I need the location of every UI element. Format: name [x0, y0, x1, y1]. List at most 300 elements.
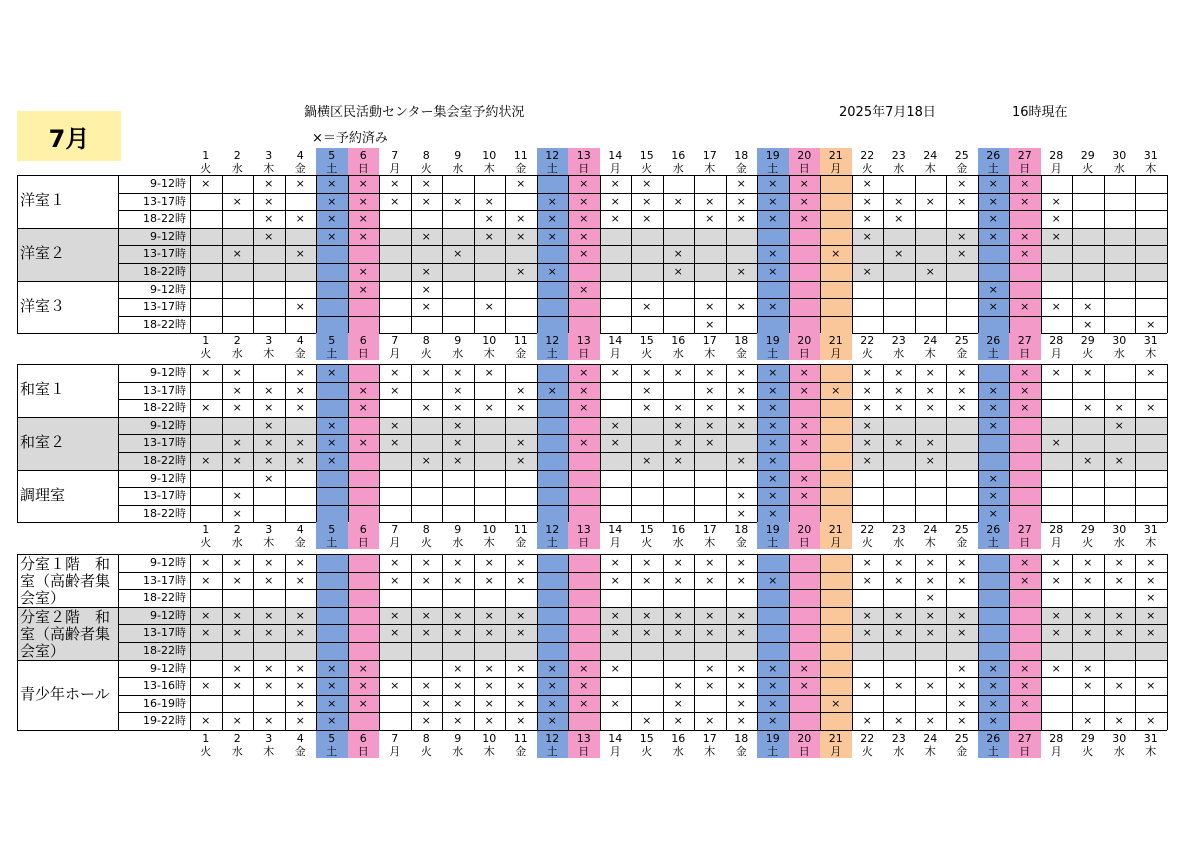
reservation-cell[interactable]: ×: [894, 714, 904, 728]
reservation-cell[interactable]: ×: [358, 265, 368, 278]
reservation-cell[interactable]: ×: [1051, 212, 1061, 226]
reservation-cell[interactable]: ×: [799, 661, 809, 675]
reservation-cell[interactable]: ×: [894, 212, 904, 226]
reservation-cell[interactable]: ×: [264, 661, 274, 675]
reservation-cell[interactable]: ×: [862, 556, 872, 569]
reservation-cell[interactable]: ×: [988, 696, 998, 710]
reservation-cell[interactable]: ×: [579, 436, 589, 450]
reservation-cell[interactable]: ×: [264, 573, 274, 587]
reservation-cell[interactable]: ×: [673, 401, 683, 415]
reservation-cell[interactable]: ×: [610, 696, 620, 710]
reservation-cell[interactable]: ×: [295, 401, 305, 415]
reservation-cell[interactable]: ×: [799, 212, 809, 226]
reservation-cell[interactable]: ×: [862, 265, 872, 278]
reservation-cell[interactable]: ×: [232, 506, 242, 520]
reservation-cell[interactable]: ×: [516, 573, 526, 587]
reservation-cell[interactable]: ×: [988, 471, 998, 485]
reservation-cell[interactable]: ×: [988, 506, 998, 520]
reservation-cell[interactable]: ×: [957, 679, 967, 693]
reservation-cell[interactable]: ×: [579, 366, 589, 379]
reservation-cell[interactable]: ×: [390, 626, 400, 640]
reservation-cell[interactable]: ×: [610, 418, 620, 432]
reservation-cell[interactable]: ×: [957, 608, 967, 622]
reservation-cell[interactable]: ×: [390, 194, 400, 208]
reservation-cell[interactable]: ×: [453, 247, 463, 261]
reservation-cell[interactable]: ×: [1146, 591, 1156, 605]
reservation-cell[interactable]: ×: [1083, 317, 1093, 331]
reservation-cell[interactable]: ×: [957, 573, 967, 587]
reservation-cell[interactable]: ×: [579, 401, 589, 415]
reservation-cell[interactable]: ×: [358, 436, 368, 450]
reservation-cell[interactable]: ×: [232, 247, 242, 261]
reservation-cell[interactable]: ×: [358, 229, 368, 243]
reservation-cell[interactable]: ×: [295, 436, 305, 450]
reservation-cell[interactable]: ×: [1083, 679, 1093, 693]
reservation-cell[interactable]: ×: [768, 418, 778, 432]
reservation-cell[interactable]: ×: [894, 194, 904, 208]
reservation-cell[interactable]: ×: [232, 489, 242, 503]
reservation-cell[interactable]: ×: [736, 626, 746, 640]
reservation-cell[interactable]: ×: [327, 212, 337, 226]
reservation-cell[interactable]: ×: [768, 661, 778, 675]
reservation-cell[interactable]: ×: [736, 454, 746, 467]
reservation-cell[interactable]: ×: [390, 608, 400, 622]
reservation-cell[interactable]: ×: [610, 626, 620, 640]
reservation-cell[interactable]: ×: [295, 556, 305, 569]
reservation-cell[interactable]: ×: [1083, 608, 1093, 622]
reservation-cell[interactable]: ×: [610, 212, 620, 226]
reservation-cell[interactable]: ×: [232, 366, 242, 379]
reservation-cell[interactable]: ×: [295, 247, 305, 261]
reservation-cell[interactable]: ×: [1020, 401, 1030, 415]
reservation-cell[interactable]: ×: [768, 300, 778, 314]
reservation-cell[interactable]: ×: [390, 366, 400, 379]
reservation-cell[interactable]: ×: [484, 212, 494, 226]
reservation-cell[interactable]: ×: [642, 714, 652, 728]
reservation-cell[interactable]: ×: [484, 366, 494, 379]
reservation-cell[interactable]: ×: [642, 177, 652, 190]
reservation-cell[interactable]: ×: [358, 401, 368, 415]
reservation-cell[interactable]: ×: [516, 679, 526, 693]
reservation-cell[interactable]: ×: [1083, 366, 1093, 379]
reservation-cell[interactable]: ×: [579, 177, 589, 190]
reservation-cell[interactable]: ×: [547, 212, 557, 226]
reservation-cell[interactable]: ×: [862, 454, 872, 467]
reservation-cell[interactable]: ×: [705, 556, 715, 569]
reservation-cell[interactable]: ×: [925, 608, 935, 622]
reservation-cell[interactable]: ×: [705, 401, 715, 415]
reservation-cell[interactable]: ×: [736, 679, 746, 693]
reservation-cell[interactable]: ×: [610, 194, 620, 208]
reservation-cell[interactable]: ×: [453, 418, 463, 432]
reservation-cell[interactable]: ×: [421, 265, 431, 278]
reservation-cell[interactable]: ×: [1020, 177, 1030, 190]
reservation-cell[interactable]: ×: [264, 454, 274, 467]
reservation-cell[interactable]: ×: [1051, 608, 1061, 622]
reservation-cell[interactable]: ×: [799, 418, 809, 432]
reservation-cell[interactable]: ×: [232, 679, 242, 693]
reservation-cell[interactable]: ×: [610, 177, 620, 190]
reservation-cell[interactable]: ×: [421, 573, 431, 587]
reservation-cell[interactable]: ×: [547, 229, 557, 243]
reservation-cell[interactable]: ×: [1083, 661, 1093, 675]
reservation-cell[interactable]: ×: [925, 454, 935, 467]
reservation-cell[interactable]: ×: [1051, 229, 1061, 243]
reservation-cell[interactable]: ×: [957, 177, 967, 190]
reservation-cell[interactable]: ×: [1114, 679, 1124, 693]
reservation-cell[interactable]: ×: [201, 573, 211, 587]
reservation-cell[interactable]: ×: [957, 714, 967, 728]
reservation-cell[interactable]: ×: [705, 383, 715, 397]
reservation-cell[interactable]: ×: [1146, 679, 1156, 693]
reservation-cell[interactable]: ×: [768, 506, 778, 520]
reservation-cell[interactable]: ×: [516, 229, 526, 243]
reservation-cell[interactable]: ×: [862, 366, 872, 379]
reservation-cell[interactable]: ×: [327, 679, 337, 693]
reservation-cell[interactable]: ×: [862, 177, 872, 190]
reservation-cell[interactable]: ×: [705, 608, 715, 622]
reservation-cell[interactable]: ×: [547, 696, 557, 710]
reservation-cell[interactable]: ×: [579, 194, 589, 208]
reservation-cell[interactable]: ×: [673, 247, 683, 261]
reservation-cell[interactable]: ×: [736, 265, 746, 278]
reservation-cell[interactable]: ×: [295, 573, 305, 587]
reservation-cell[interactable]: ×: [1020, 696, 1030, 710]
reservation-cell[interactable]: ×: [673, 573, 683, 587]
reservation-cell[interactable]: ×: [1114, 573, 1124, 587]
reservation-cell[interactable]: ×: [516, 696, 526, 710]
reservation-cell[interactable]: ×: [862, 573, 872, 587]
reservation-cell[interactable]: ×: [421, 679, 431, 693]
reservation-cell[interactable]: ×: [610, 366, 620, 379]
reservation-cell[interactable]: ×: [799, 194, 809, 208]
reservation-cell[interactable]: ×: [1146, 317, 1156, 331]
reservation-cell[interactable]: ×: [862, 418, 872, 432]
reservation-cell[interactable]: ×: [421, 229, 431, 243]
reservation-cell[interactable]: ×: [957, 661, 967, 675]
reservation-cell[interactable]: ×: [705, 212, 715, 226]
reservation-cell[interactable]: ×: [799, 436, 809, 450]
reservation-cell[interactable]: ×: [736, 506, 746, 520]
reservation-cell[interactable]: ×: [453, 626, 463, 640]
reservation-cell[interactable]: ×: [421, 282, 431, 296]
reservation-cell[interactable]: ×: [673, 626, 683, 640]
reservation-cell[interactable]: ×: [610, 608, 620, 622]
reservation-cell[interactable]: ×: [516, 265, 526, 278]
reservation-cell[interactable]: ×: [925, 401, 935, 415]
reservation-cell[interactable]: ×: [201, 556, 211, 569]
reservation-cell[interactable]: ×: [327, 229, 337, 243]
reservation-cell[interactable]: ×: [862, 436, 872, 450]
reservation-cell[interactable]: ×: [421, 626, 431, 640]
reservation-cell[interactable]: ×: [862, 714, 872, 728]
reservation-cell[interactable]: ×: [768, 366, 778, 379]
reservation-cell[interactable]: ×: [736, 212, 746, 226]
reservation-cell[interactable]: ×: [484, 229, 494, 243]
reservation-cell[interactable]: ×: [1020, 194, 1030, 208]
reservation-cell[interactable]: ×: [1114, 418, 1124, 432]
reservation-cell[interactable]: ×: [736, 489, 746, 503]
reservation-cell[interactable]: ×: [610, 661, 620, 675]
reservation-cell[interactable]: ×: [768, 265, 778, 278]
reservation-cell[interactable]: ×: [705, 194, 715, 208]
reservation-cell[interactable]: ×: [768, 454, 778, 467]
reservation-cell[interactable]: ×: [453, 194, 463, 208]
reservation-cell[interactable]: ×: [516, 661, 526, 675]
reservation-cell[interactable]: ×: [516, 454, 526, 467]
reservation-cell[interactable]: ×: [736, 714, 746, 728]
reservation-cell[interactable]: ×: [768, 696, 778, 710]
reservation-cell[interactable]: ×: [232, 383, 242, 397]
reservation-cell[interactable]: ×: [264, 212, 274, 226]
reservation-cell[interactable]: ×: [201, 608, 211, 622]
reservation-cell[interactable]: ×: [925, 436, 935, 450]
reservation-cell[interactable]: ×: [642, 454, 652, 467]
reservation-cell[interactable]: ×: [358, 661, 368, 675]
reservation-cell[interactable]: ×: [390, 573, 400, 587]
reservation-cell[interactable]: ×: [516, 436, 526, 450]
reservation-cell[interactable]: ×: [453, 436, 463, 450]
reservation-cell[interactable]: ×: [1146, 556, 1156, 569]
reservation-cell[interactable]: ×: [862, 608, 872, 622]
reservation-cell[interactable]: ×: [421, 177, 431, 190]
reservation-cell[interactable]: ×: [894, 556, 904, 569]
reservation-cell[interactable]: ×: [705, 317, 715, 331]
reservation-cell[interactable]: ×: [516, 383, 526, 397]
reservation-cell[interactable]: ×: [988, 229, 998, 243]
reservation-cell[interactable]: ×: [673, 608, 683, 622]
reservation-cell[interactable]: ×: [1083, 454, 1093, 467]
reservation-cell[interactable]: ×: [705, 366, 715, 379]
reservation-cell[interactable]: ×: [264, 177, 274, 190]
reservation-cell[interactable]: ×: [327, 454, 337, 467]
reservation-cell[interactable]: ×: [673, 454, 683, 467]
reservation-cell[interactable]: ×: [988, 212, 998, 226]
reservation-cell[interactable]: ×: [673, 556, 683, 569]
reservation-cell[interactable]: ×: [673, 679, 683, 693]
reservation-cell[interactable]: ×: [1020, 573, 1030, 587]
reservation-cell[interactable]: ×: [736, 177, 746, 190]
reservation-cell[interactable]: ×: [642, 556, 652, 569]
reservation-cell[interactable]: ×: [1114, 401, 1124, 415]
reservation-cell[interactable]: ×: [736, 661, 746, 675]
reservation-cell[interactable]: ×: [484, 556, 494, 569]
reservation-cell[interactable]: ×: [925, 626, 935, 640]
reservation-cell[interactable]: ×: [610, 556, 620, 569]
reservation-cell[interactable]: ×: [768, 383, 778, 397]
reservation-cell[interactable]: ×: [988, 661, 998, 675]
reservation-cell[interactable]: ×: [957, 247, 967, 261]
reservation-cell[interactable]: ×: [1020, 556, 1030, 569]
reservation-cell[interactable]: ×: [453, 714, 463, 728]
reservation-cell[interactable]: ×: [1051, 366, 1061, 379]
reservation-cell[interactable]: ×: [264, 714, 274, 728]
reservation-cell[interactable]: ×: [1051, 300, 1061, 314]
reservation-cell[interactable]: ×: [484, 194, 494, 208]
reservation-cell[interactable]: ×: [358, 194, 368, 208]
reservation-cell[interactable]: ×: [484, 300, 494, 314]
reservation-cell[interactable]: ×: [831, 696, 841, 710]
reservation-cell[interactable]: ×: [768, 489, 778, 503]
reservation-cell[interactable]: ×: [673, 418, 683, 432]
reservation-cell[interactable]: ×: [579, 247, 589, 261]
reservation-cell[interactable]: ×: [925, 573, 935, 587]
reservation-cell[interactable]: ×: [579, 383, 589, 397]
reservation-cell[interactable]: ×: [673, 265, 683, 278]
reservation-cell[interactable]: ×: [1083, 714, 1093, 728]
reservation-cell[interactable]: ×: [768, 679, 778, 693]
reservation-cell[interactable]: ×: [1146, 573, 1156, 587]
reservation-cell[interactable]: ×: [768, 471, 778, 485]
reservation-cell[interactable]: ×: [736, 608, 746, 622]
reservation-cell[interactable]: ×: [295, 177, 305, 190]
reservation-cell[interactable]: ×: [768, 401, 778, 415]
reservation-cell[interactable]: ×: [1146, 608, 1156, 622]
reservation-cell[interactable]: ×: [736, 696, 746, 710]
reservation-cell[interactable]: ×: [327, 366, 337, 379]
reservation-cell[interactable]: ×: [516, 212, 526, 226]
reservation-cell[interactable]: ×: [201, 679, 211, 693]
reservation-cell[interactable]: ×: [1020, 366, 1030, 379]
reservation-cell[interactable]: ×: [988, 401, 998, 415]
reservation-cell[interactable]: ×: [327, 194, 337, 208]
reservation-cell[interactable]: ×: [642, 366, 652, 379]
reservation-cell[interactable]: ×: [516, 626, 526, 640]
reservation-cell[interactable]: ×: [295, 300, 305, 314]
reservation-cell[interactable]: ×: [358, 177, 368, 190]
reservation-cell[interactable]: ×: [957, 556, 967, 569]
reservation-cell[interactable]: ×: [768, 436, 778, 450]
reservation-cell[interactable]: ×: [1020, 300, 1030, 314]
reservation-cell[interactable]: ×: [358, 383, 368, 397]
reservation-cell[interactable]: ×: [988, 714, 998, 728]
reservation-cell[interactable]: ×: [453, 696, 463, 710]
reservation-cell[interactable]: ×: [988, 177, 998, 190]
reservation-cell[interactable]: ×: [264, 471, 274, 485]
reservation-cell[interactable]: ×: [264, 679, 274, 693]
reservation-cell[interactable]: ×: [484, 626, 494, 640]
reservation-cell[interactable]: ×: [705, 679, 715, 693]
reservation-cell[interactable]: ×: [894, 383, 904, 397]
reservation-cell[interactable]: ×: [484, 608, 494, 622]
reservation-cell[interactable]: ×: [736, 418, 746, 432]
reservation-cell[interactable]: ×: [295, 366, 305, 379]
reservation-cell[interactable]: ×: [799, 177, 809, 190]
reservation-cell[interactable]: ×: [358, 679, 368, 693]
reservation-cell[interactable]: ×: [799, 383, 809, 397]
reservation-cell[interactable]: ×: [862, 194, 872, 208]
reservation-cell[interactable]: ×: [295, 383, 305, 397]
reservation-cell[interactable]: ×: [358, 696, 368, 710]
reservation-cell[interactable]: ×: [799, 679, 809, 693]
reservation-cell[interactable]: ×: [705, 714, 715, 728]
reservation-cell[interactable]: ×: [421, 556, 431, 569]
reservation-cell[interactable]: ×: [264, 401, 274, 415]
reservation-cell[interactable]: ×: [894, 608, 904, 622]
reservation-cell[interactable]: ×: [232, 573, 242, 587]
reservation-cell[interactable]: ×: [736, 194, 746, 208]
reservation-cell[interactable]: ×: [232, 608, 242, 622]
reservation-cell[interactable]: ×: [264, 436, 274, 450]
reservation-cell[interactable]: ×: [1083, 573, 1093, 587]
reservation-cell[interactable]: ×: [390, 418, 400, 432]
reservation-cell[interactable]: ×: [390, 436, 400, 450]
reservation-cell[interactable]: ×: [295, 608, 305, 622]
reservation-cell[interactable]: ×: [264, 556, 274, 569]
reservation-cell[interactable]: ×: [232, 436, 242, 450]
reservation-cell[interactable]: ×: [579, 212, 589, 226]
reservation-cell[interactable]: ×: [957, 194, 967, 208]
reservation-cell[interactable]: ×: [1083, 626, 1093, 640]
reservation-cell[interactable]: ×: [894, 573, 904, 587]
reservation-cell[interactable]: ×: [862, 229, 872, 243]
reservation-cell[interactable]: ×: [327, 436, 337, 450]
reservation-cell[interactable]: ×: [957, 229, 967, 243]
reservation-cell[interactable]: ×: [421, 401, 431, 415]
reservation-cell[interactable]: ×: [925, 591, 935, 605]
reservation-cell[interactable]: ×: [1020, 247, 1030, 261]
reservation-cell[interactable]: ×: [642, 194, 652, 208]
reservation-cell[interactable]: ×: [264, 229, 274, 243]
reservation-cell[interactable]: ×: [516, 714, 526, 728]
reservation-cell[interactable]: ×: [232, 454, 242, 467]
reservation-cell[interactable]: ×: [736, 573, 746, 587]
reservation-cell[interactable]: ×: [484, 696, 494, 710]
reservation-cell[interactable]: ×: [295, 454, 305, 467]
reservation-cell[interactable]: ×: [862, 401, 872, 415]
reservation-cell[interactable]: ×: [988, 383, 998, 397]
reservation-cell[interactable]: ×: [673, 696, 683, 710]
reservation-cell[interactable]: ×: [1020, 679, 1030, 693]
reservation-cell[interactable]: ×: [705, 661, 715, 675]
reservation-cell[interactable]: ×: [453, 401, 463, 415]
reservation-cell[interactable]: ×: [421, 714, 431, 728]
reservation-cell[interactable]: ×: [862, 679, 872, 693]
reservation-cell[interactable]: ×: [484, 573, 494, 587]
reservation-cell[interactable]: ×: [547, 194, 557, 208]
reservation-cell[interactable]: ×: [862, 212, 872, 226]
reservation-cell[interactable]: ×: [421, 366, 431, 379]
reservation-cell[interactable]: ×: [957, 626, 967, 640]
reservation-cell[interactable]: ×: [295, 626, 305, 640]
reservation-cell[interactable]: ×: [673, 714, 683, 728]
reservation-cell[interactable]: ×: [232, 401, 242, 415]
reservation-cell[interactable]: ×: [768, 573, 778, 587]
reservation-cell[interactable]: ×: [453, 383, 463, 397]
reservation-cell[interactable]: ×: [453, 573, 463, 587]
reservation-cell[interactable]: ×: [642, 401, 652, 415]
reservation-cell[interactable]: ×: [453, 366, 463, 379]
reservation-cell[interactable]: ×: [642, 212, 652, 226]
reservation-cell[interactable]: ×: [1083, 401, 1093, 415]
reservation-cell[interactable]: ×: [484, 401, 494, 415]
reservation-cell[interactable]: ×: [957, 401, 967, 415]
reservation-cell[interactable]: ×: [957, 366, 967, 379]
reservation-cell[interactable]: ×: [925, 194, 935, 208]
reservation-cell[interactable]: ×: [1051, 626, 1061, 640]
reservation-cell[interactable]: ×: [295, 696, 305, 710]
reservation-cell[interactable]: ×: [673, 366, 683, 379]
reservation-cell[interactable]: ×: [484, 661, 494, 675]
reservation-cell[interactable]: ×: [673, 194, 683, 208]
reservation-cell[interactable]: ×: [327, 418, 337, 432]
reservation-cell[interactable]: ×: [1051, 436, 1061, 450]
reservation-cell[interactable]: ×: [295, 679, 305, 693]
reservation-cell[interactable]: ×: [264, 418, 274, 432]
reservation-cell[interactable]: ×: [327, 177, 337, 190]
reservation-cell[interactable]: ×: [453, 556, 463, 569]
reservation-cell[interactable]: ×: [925, 679, 935, 693]
